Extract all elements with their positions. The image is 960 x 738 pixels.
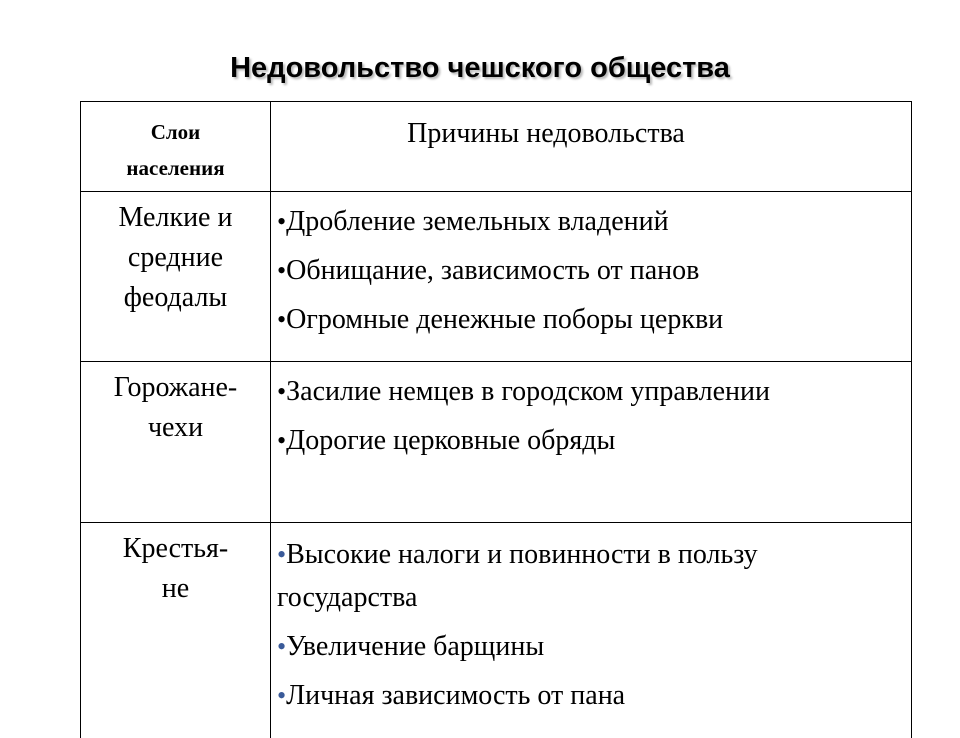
layer-cell	[81, 523, 271, 738]
bullet-icon: •	[277, 632, 286, 661]
bullet-icon: •	[277, 377, 286, 406]
causes-cell	[271, 362, 912, 523]
cause-text: Дробление земельных владений	[286, 206, 669, 237]
bullet-icon: •	[277, 256, 286, 285]
table-row	[81, 523, 912, 738]
layer-line: феодалы	[81, 278, 270, 318]
cause-text: Увеличение барщины	[286, 631, 544, 662]
table-header-row	[81, 102, 912, 192]
cause-text: Засилие немцев в городском управлении	[286, 376, 770, 407]
list-item	[277, 533, 905, 619]
causes-cell	[271, 192, 912, 362]
table-row	[81, 192, 912, 362]
page-title: Недовольство чешского общества	[0, 52, 960, 85]
bullet-icon: •	[277, 305, 286, 334]
layer-line: чехи	[81, 408, 270, 448]
cause-text: Личная зависимость от пана	[286, 680, 625, 711]
discontent-table	[80, 101, 912, 738]
layer-line: средние	[81, 238, 270, 278]
causes-cell	[271, 523, 912, 738]
cause-text: Высокие налоги и повинности в пользу государства	[277, 539, 758, 613]
list-item	[277, 249, 905, 292]
list-item	[277, 674, 905, 717]
list-item	[277, 419, 905, 462]
layer-line: не	[81, 569, 270, 609]
list-item	[277, 298, 905, 341]
cause-text: Огромные денежные поборы церкви	[286, 304, 723, 335]
header-causes-cell	[271, 102, 912, 192]
layer-line: Мелкие и	[81, 198, 270, 238]
bullet-icon: •	[277, 681, 286, 710]
layer-cell	[81, 192, 271, 362]
cause-text: Обнищание, зависимость от панов	[286, 255, 699, 286]
header-layer-line2: населения	[81, 150, 270, 186]
bullet-icon: •	[277, 426, 286, 455]
list-item	[277, 200, 905, 243]
bullet-icon: •	[277, 540, 286, 569]
list-item	[277, 370, 905, 413]
header-layer-cell	[81, 102, 271, 192]
table-row	[81, 362, 912, 523]
list-item	[277, 625, 905, 668]
cause-text: Дорогие церковные обряды	[286, 425, 615, 456]
bullet-icon: •	[277, 207, 286, 236]
header-layer-line1: Слои	[81, 114, 270, 150]
layer-line: Горожане-	[81, 368, 270, 408]
layer-line: Крестья-	[81, 529, 270, 569]
layer-cell	[81, 362, 271, 523]
header-causes-label: Причины недовольства	[407, 118, 685, 149]
